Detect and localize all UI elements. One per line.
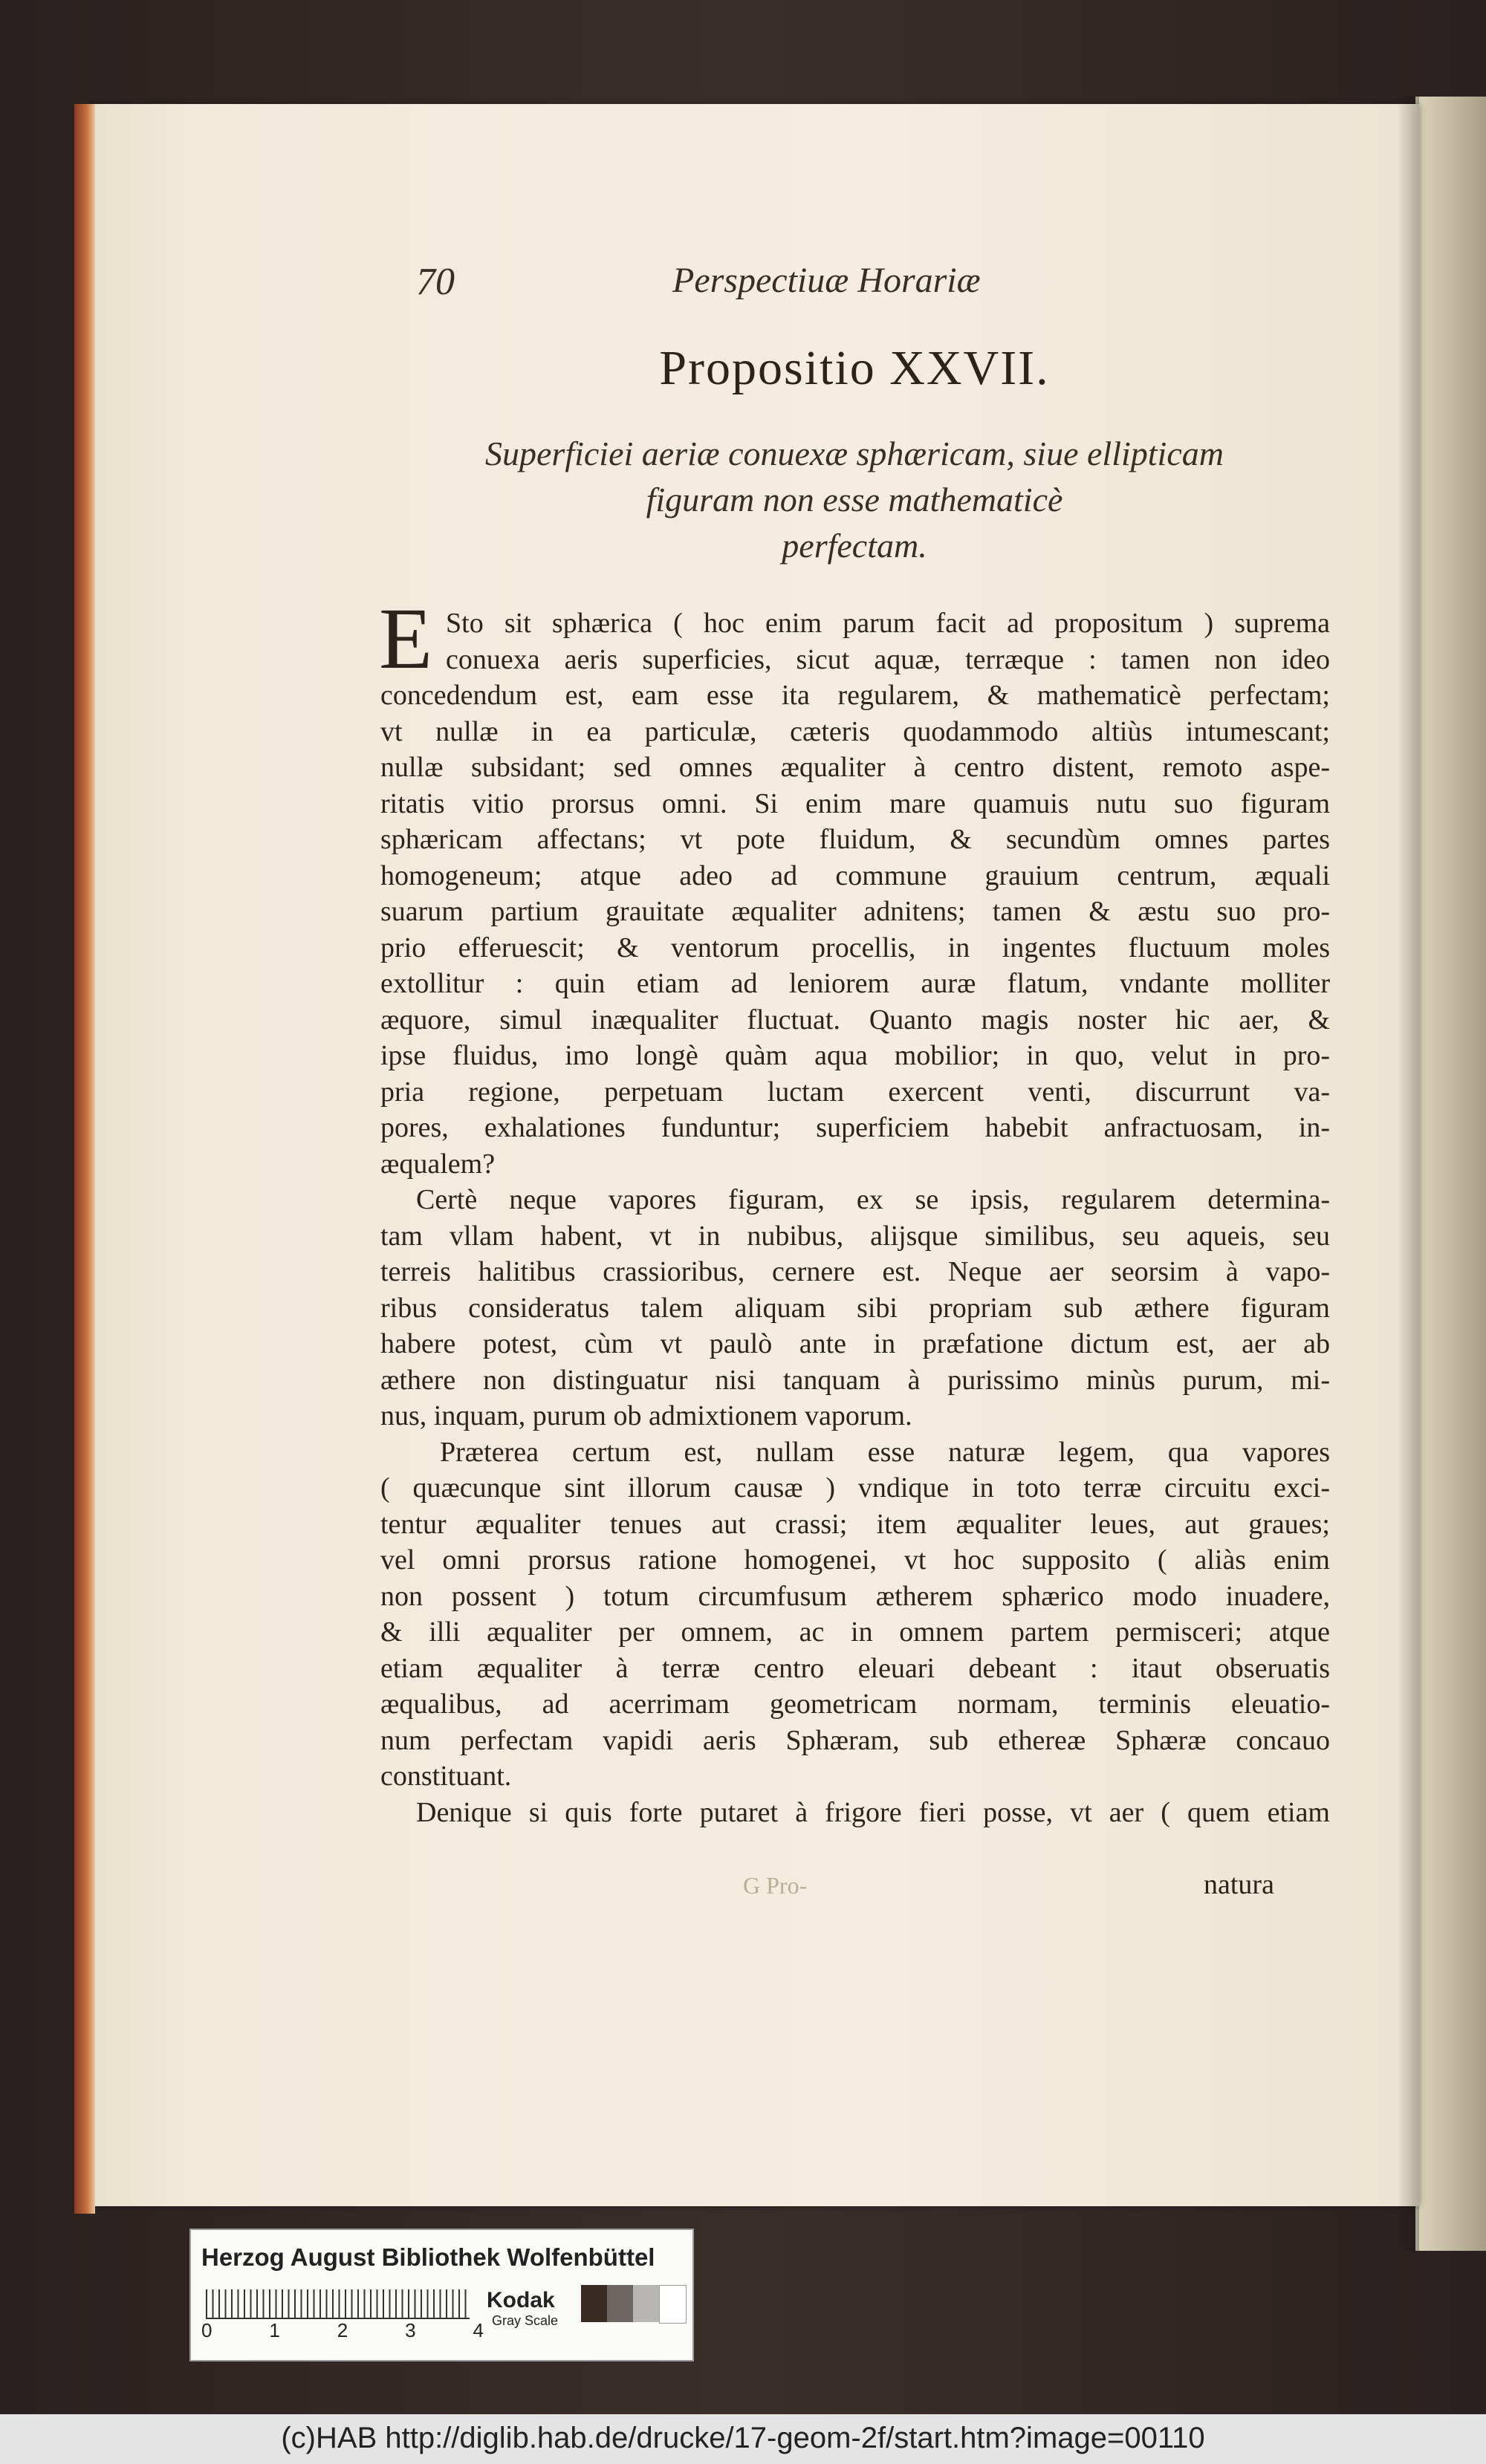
text-line: ( quæcunque sint illorum causæ ) vndique in toto terræ circuitu exci-: [380, 1472, 1330, 1504]
text-line: Denique si quis forte putaret à frigore fieri posse, vt aer ( quem etiam: [416, 1796, 1330, 1828]
subtitle-line: perfectam.: [782, 527, 927, 565]
ruler-number: 0: [201, 2319, 212, 2341]
text-line: vt nullæ in ea particulæ, cæteris quodammodo altiùs intumescant;: [380, 715, 1330, 747]
scale-ruler: [206, 2289, 470, 2319]
ruler-number: 4: [473, 2319, 484, 2341]
text-line: nullæ subsidant; sed omnes æqualiter à centro distent, remoto aspe-: [380, 752, 1330, 783]
text-line: & illi æqualiter per omnem, ac in omnem partem permisceri; atque: [380, 1616, 1330, 1648]
catchword: natura: [1204, 1869, 1274, 1900]
proposition-title: Propositio XXVII.: [659, 341, 1050, 395]
text-line: tentur æqualiter tenues aut crassi; item æqualiter leues, aut graues;: [380, 1508, 1330, 1540]
ruler-numbers: [201, 2319, 484, 2342]
text-line: concedendum est, eam esse ita regularem, & mathematicè perfectam;: [380, 680, 1330, 711]
ruler-number: 1: [269, 2319, 280, 2341]
gray-swatch: [633, 2285, 659, 2322]
text-line: prio efferuescit; & ventorum procellis, in ingentes fluctuum moles: [380, 932, 1330, 963]
subtitle-line: figuram non esse mathematicè: [646, 481, 1063, 519]
ruler-number: 2: [337, 2319, 348, 2341]
text-line: ritatis vitio prorsus omni. Si enim mare quamuis nutu suo figuram: [380, 787, 1330, 819]
text-line: vel omni prorsus ratione homogenei, vt hoc supposito ( aliàs enim: [380, 1544, 1330, 1576]
text-line: non possent ) totum circumfusum ætherem sphærico modo inuadere,: [380, 1580, 1330, 1612]
text-line: Certè neque vapores figuram, ex se ipsis, regularem determina-: [416, 1184, 1330, 1215]
running-head: Perspectiuæ Horariæ: [672, 261, 981, 300]
signature-mark: G Pro-: [743, 1872, 808, 1899]
text-line: æqualibus, ad acerrimam geometricam normam, terminis eleuatio-: [380, 1688, 1330, 1720]
gray-swatch: [659, 2285, 687, 2324]
page-edge-left: [74, 104, 95, 2214]
library-label-card: [189, 2229, 694, 2361]
text-line: pria regione, perpetuam luctam exercent venti, discurrunt va-: [380, 1076, 1330, 1108]
text-line: tam vllam habent, vt in nubibus, alijsque similibus, seu aqueis, seu: [380, 1220, 1330, 1252]
gray-swatches: [581, 2285, 687, 2322]
text-line: pores, exhalationes funduntur; superficiem habebit anfractuosam, in-: [380, 1112, 1330, 1143]
text-line: num perfectam vapidi aeris Sphæram, sub ethereæ Sphæræ concauo: [380, 1724, 1330, 1756]
text-line: Præterea certum est, nullam esse naturæ legem, qua vapores: [440, 1436, 1330, 1468]
text-line: extollitur : quin etiam ad leniorem auræ flatum, vndante molliter: [380, 968, 1330, 999]
text-line: æquore, simul inæqualiter fluctuat. Quanto magis noster hic aer, &: [380, 1004, 1330, 1036]
gutter-shadow: [1397, 97, 1419, 2251]
text-line: terreis halitibus crassioribus, cernere est. Neque aer seorsim à vapo-: [380, 1256, 1330, 1287]
subtitle-line: Superficiei aeriæ conuexæ sphæricam, siue ellipticam: [485, 435, 1224, 472]
text-line: æqualem?: [380, 1148, 496, 1180]
text-line: constituant.: [380, 1761, 512, 1792]
text-line: etiam æqualiter à terræ centro eleuari debeant : itaut obseruatis: [380, 1652, 1330, 1684]
text-line: conuexa aeris superficies, sicut aquæ, terræque : tamen non ideo: [446, 643, 1330, 675]
text-line: ribus consideratus talem aliquam sibi propriam sub æthere figuram: [380, 1292, 1330, 1324]
gray-swatch: [607, 2285, 633, 2322]
ruler-number: 3: [405, 2319, 416, 2341]
text-line: suarum partium grauitate æqualiter adnitens; tamen & æstu suo pro-: [380, 896, 1330, 927]
gray-scale-label: Gray Scale: [492, 2313, 559, 2328]
footer-url: (c)HAB http://diglib.hab.de/drucke/17-geom-2f/start.htm?image=00110: [281, 2422, 1205, 2454]
proposition-subtitle: [416, 431, 1293, 569]
page-number: 70: [416, 261, 455, 303]
text-line: æthere non distinguatur nisi tanquam à purissimo minùs purum, mi-: [380, 1364, 1330, 1396]
gray-swatch: [581, 2285, 607, 2322]
kodak-brand: Kodak: [487, 2288, 555, 2312]
library-name: Herzog August Bibliothek Wolfenbüttel: [201, 2243, 655, 2271]
body-text: [380, 605, 1330, 1830]
text-line: habere potest, cùm vt paulò ante in præfatione dictum est, aer ab: [380, 1328, 1330, 1359]
text-line: homogeneum; atque adeo ad commune grauium centrum, æquali: [380, 859, 1330, 891]
text-line: Sto sit sphærica ( hoc enim parum facit ad propositum ) suprema: [446, 608, 1330, 639]
text-line: sphæricam affectans; vt pote fluidum, & secundùm omnes partes: [380, 824, 1330, 855]
text-line: ipse fluidus, imo longè quàm aqua mobilior; in quo, velut in pro-: [380, 1040, 1330, 1071]
text-line: nus, inquam, purum ob admixtionem vaporum.: [380, 1400, 912, 1431]
page-stack-edge: [1415, 97, 1486, 2251]
drop-cap: E: [379, 590, 433, 687]
